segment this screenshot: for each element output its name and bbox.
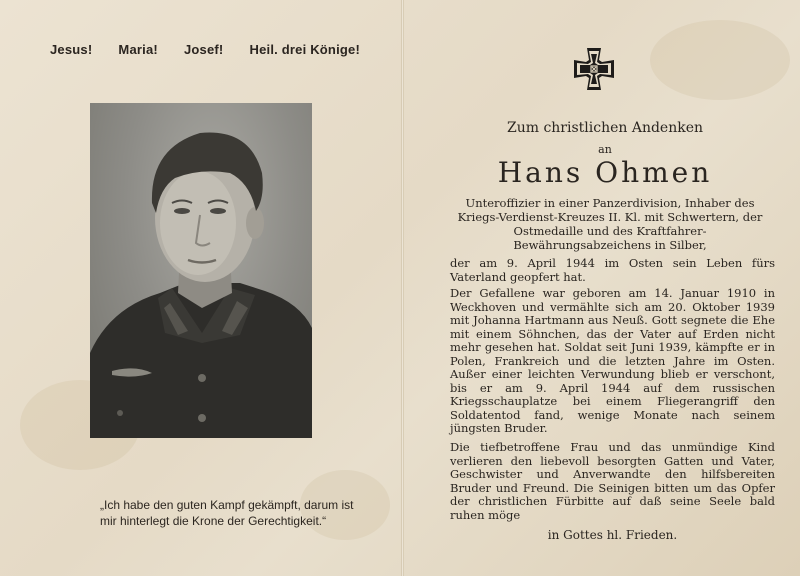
death-statement: der am 9. April 1944 im Osten sein Leben fürs Vaterland geopfert hat. [450,256,775,284]
center-fold [401,0,404,576]
invocation-josef: Josef! [183,42,224,57]
invocation-three-kings: Heil. drei Könige! [249,42,360,57]
deceased-name: Hans Ohmen [497,156,713,189]
rank-and-decorations: Unteroffizier in einer Panzerdivision, Inhaber des Kriegs-Verdienst-Kreuzes II. Kl. mit Schwertern, der Ostmedaille und des Kraftfahrer-Bewährungsabzeichens in Silber, [457,196,763,252]
heading-an: an [598,143,612,156]
invocation-line [50,42,360,57]
biography-paragraph: Der Gefallene war geboren am 14. Januar 1910 in Weckhoven und vermählte sich am 20. Oktober 1939 mit Johanna Hartmann aus Neuß. Gott segnete die Ehe mit einem Söhnchen, das der Vater auf Erden nicht mehr gesehen hat. Soldat seit Juni 1939, kämpfte er in Polen, Frankreich und die letzten Jahre im Osten. Außer einer leichten Verwundung blieb er verschont, bis er am 9. April 1944 auf dem russischen Kriegsschauplatze bei einem Fliegerangriff den Soldatentod fand, wenige Monate nach seinem jüngsten Bruder. [450,286,775,435]
memorial-heading: Zum christlichen Andenken [506,120,704,136]
closing-line: in Gottes hl. Frieden. [547,528,678,542]
portrait-drawing [90,103,312,438]
iron-cross-icon [572,46,616,92]
invocation-jesus: Jesus! [50,42,93,57]
soldier-portrait [90,103,312,438]
bible-quote: „Ich habe den guten Kampf gekämpft, darum ist mir hinterlegt die Krone der Gerechtigkeit.“ [100,498,354,528]
family-paragraph: Die tiefbetroffene Frau und das unmündige Kind verlieren den liebevoll besorgten Gatten und Vater, Geschwister und Anverwandte den hilfsbereiten Bruder und Freund. Die Seinigen bitten um das Opfer der christlichen Fürbitte auf daß seine Seele bald ruhen möge [450,440,775,522]
invocation-maria: Maria! [118,42,158,57]
